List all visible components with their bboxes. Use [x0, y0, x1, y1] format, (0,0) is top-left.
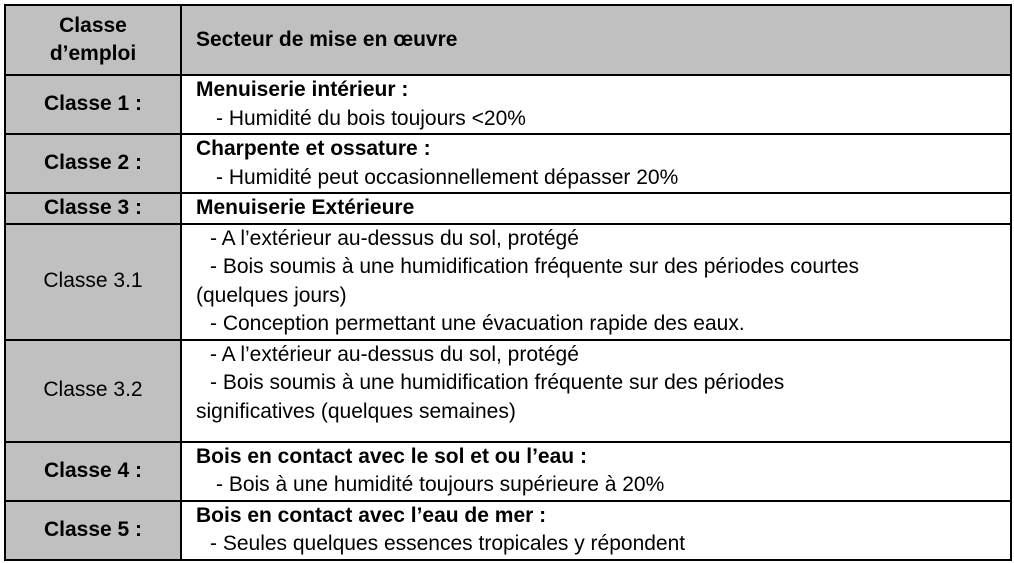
- sector-cell: [181, 193, 1011, 224]
- table-row-class-1: [5, 75, 1011, 134]
- sector-line: - Conception permettant une évacuation rapide des eaux.: [210, 312, 745, 335]
- sector-title: Bois en contact avec le sol et ou l’eau :: [196, 444, 587, 468]
- sector-cell: [181, 75, 1011, 134]
- class-cell: Classe 3.2: [5, 340, 181, 442]
- sector-line: - Bois soumis à une humidification fréquente sur des périodes courtes: [210, 255, 860, 278]
- table-row-class-2: [5, 134, 1011, 193]
- sector-title: Charpente et ossature :: [196, 137, 431, 160]
- sector-cell: [181, 224, 1011, 340]
- sector-line: (quelques jours): [196, 283, 347, 307]
- sector-title: Menuiserie intérieur :: [196, 78, 409, 101]
- table-header-row: [5, 5, 1011, 75]
- class-cell: Classe 1 :: [5, 75, 181, 134]
- sector-title: Menuiserie Extérieure: [196, 196, 415, 219]
- sector-line: significatives (quelques semaines): [196, 399, 516, 423]
- sector-line: - A l’extérieur au-dessus du sol, protégé: [210, 342, 579, 366]
- header-sector-cell: Secteur de mise en œuvre: [181, 5, 1011, 75]
- class-cell: Classe 2 :: [5, 134, 181, 193]
- class-cell: Classe 4 :: [5, 442, 181, 501]
- header-class-line2: d’emploi: [49, 42, 137, 65]
- sector-cell: [181, 442, 1011, 501]
- header-class-line1: Classe: [59, 13, 127, 37]
- sector-line: - Humidité du bois toujours <20%: [216, 106, 526, 130]
- wood-use-class-table: [4, 4, 1012, 561]
- class-cell: Classe 3.1: [5, 224, 181, 340]
- class-cell: Classe 3 :: [5, 193, 181, 224]
- sector-line: - Humidité peut occasionnellement dépasser 20%: [216, 165, 679, 189]
- sector-line: - A l’extérieur au-dessus du sol, protégé: [210, 226, 579, 250]
- header-class-cell: [5, 5, 181, 75]
- table-row-class-5: [5, 501, 1011, 560]
- sector-line: - Bois à une humidité toujours supérieure à 20%: [216, 473, 665, 496]
- class-cell: Classe 5 :: [5, 501, 181, 560]
- table-row-class-3-1: [5, 224, 1011, 340]
- sector-cell: [181, 340, 1011, 442]
- table-row-class-3: [5, 193, 1011, 224]
- sector-title: Bois en contact avec l’eau de mer :: [196, 503, 547, 527]
- sector-cell: [181, 501, 1011, 560]
- sector-line: - Seules quelques essences tropicales y répondent: [210, 532, 686, 555]
- sector-cell: [181, 134, 1011, 193]
- sector-line: - Bois soumis à une humidification fréquente sur des périodes: [210, 371, 785, 394]
- table-row-class-3-2: [5, 340, 1011, 442]
- table-row-class-4: [5, 442, 1011, 501]
